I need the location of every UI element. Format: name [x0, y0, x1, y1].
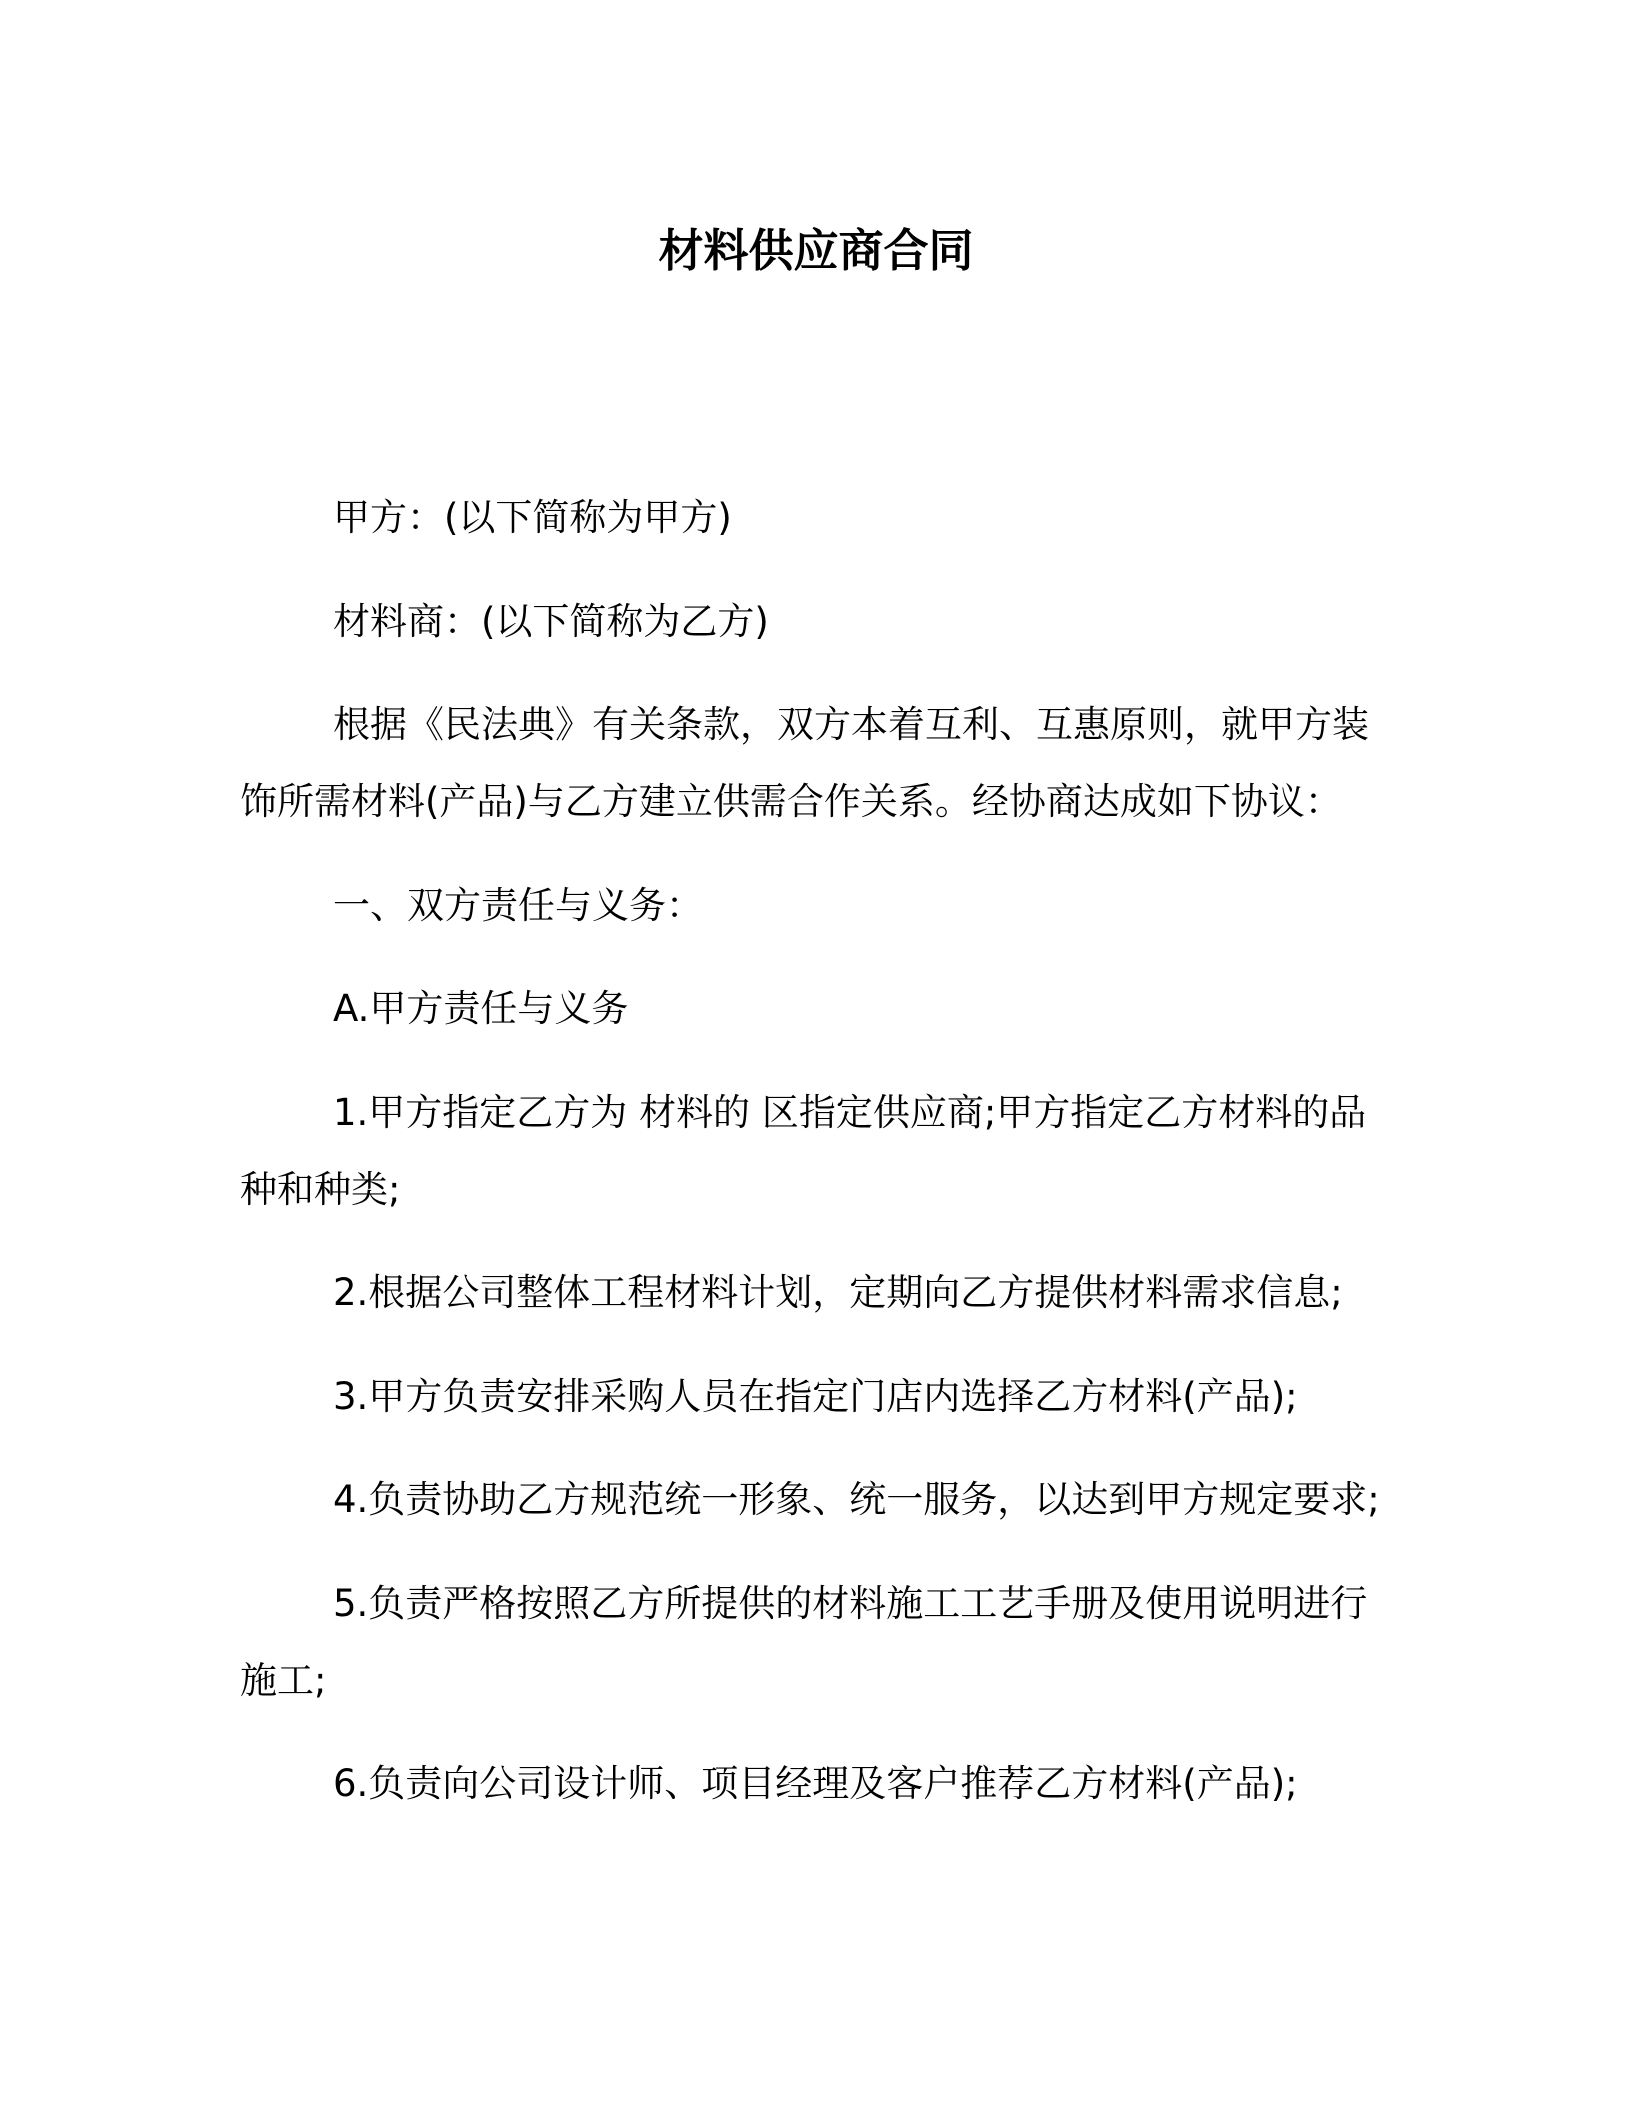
- party-b-line: 材料商：(以下简称为乙方): [333, 599, 769, 643]
- party-a-line: 甲方：(以下简称为甲方): [333, 496, 732, 539]
- clause-6: [240, 1745, 1420, 1822]
- preamble-paragraph: [240, 686, 1420, 840]
- preamble-line: 根据《民法典》有关条款，双方本着互利、互惠原则，就甲方装: [333, 703, 1369, 746]
- clause-line: 施工;: [240, 1658, 327, 1702]
- document-body: [240, 479, 1420, 1822]
- subsection-a-heading-paragraph: [240, 970, 1420, 1047]
- clause-line: 1.甲方指定乙方为 材料的 区指定供应商;甲方指定乙方材料的品: [333, 1090, 1367, 1134]
- clause-line: 3.甲方负责安排采购人员在指定门店内选择乙方材料(产品);: [333, 1374, 1298, 1418]
- party-b-paragraph: [240, 583, 1420, 660]
- clause-5: [240, 1565, 1420, 1719]
- clause-3: [240, 1358, 1420, 1435]
- party-a-paragraph: [240, 479, 1420, 556]
- section-1-heading-paragraph: [240, 867, 1420, 944]
- subsection-a-heading: A.甲方责任与义务: [333, 987, 629, 1030]
- clause-line: 5.负责严格按照乙方所提供的材料施工工艺手册及使用说明进行: [333, 1581, 1368, 1625]
- clause-line: 6.负责向公司设计师、项目经理及客户推荐乙方材料(产品);: [333, 1762, 1298, 1805]
- clause-4: [240, 1461, 1420, 1538]
- clause-line: 2.根据公司整体工程材料计划，定期向乙方提供材料需求信息;: [333, 1271, 1343, 1314]
- preamble-line: 饰所需材料(产品)与乙方建立供需合作关系。经协商达成如下协议：: [240, 780, 1342, 823]
- clause-line: 4.负责协助乙方规范统一形象、统一服务，以达到甲方规定要求;: [333, 1478, 1380, 1521]
- clause-2: [240, 1254, 1420, 1331]
- clause-line: 种和种类;: [240, 1167, 401, 1211]
- document-title: 材料供应商合同: [658, 224, 974, 277]
- clause-1: [240, 1074, 1420, 1228]
- section-1-heading: 一、双方责任与义务：: [333, 883, 703, 927]
